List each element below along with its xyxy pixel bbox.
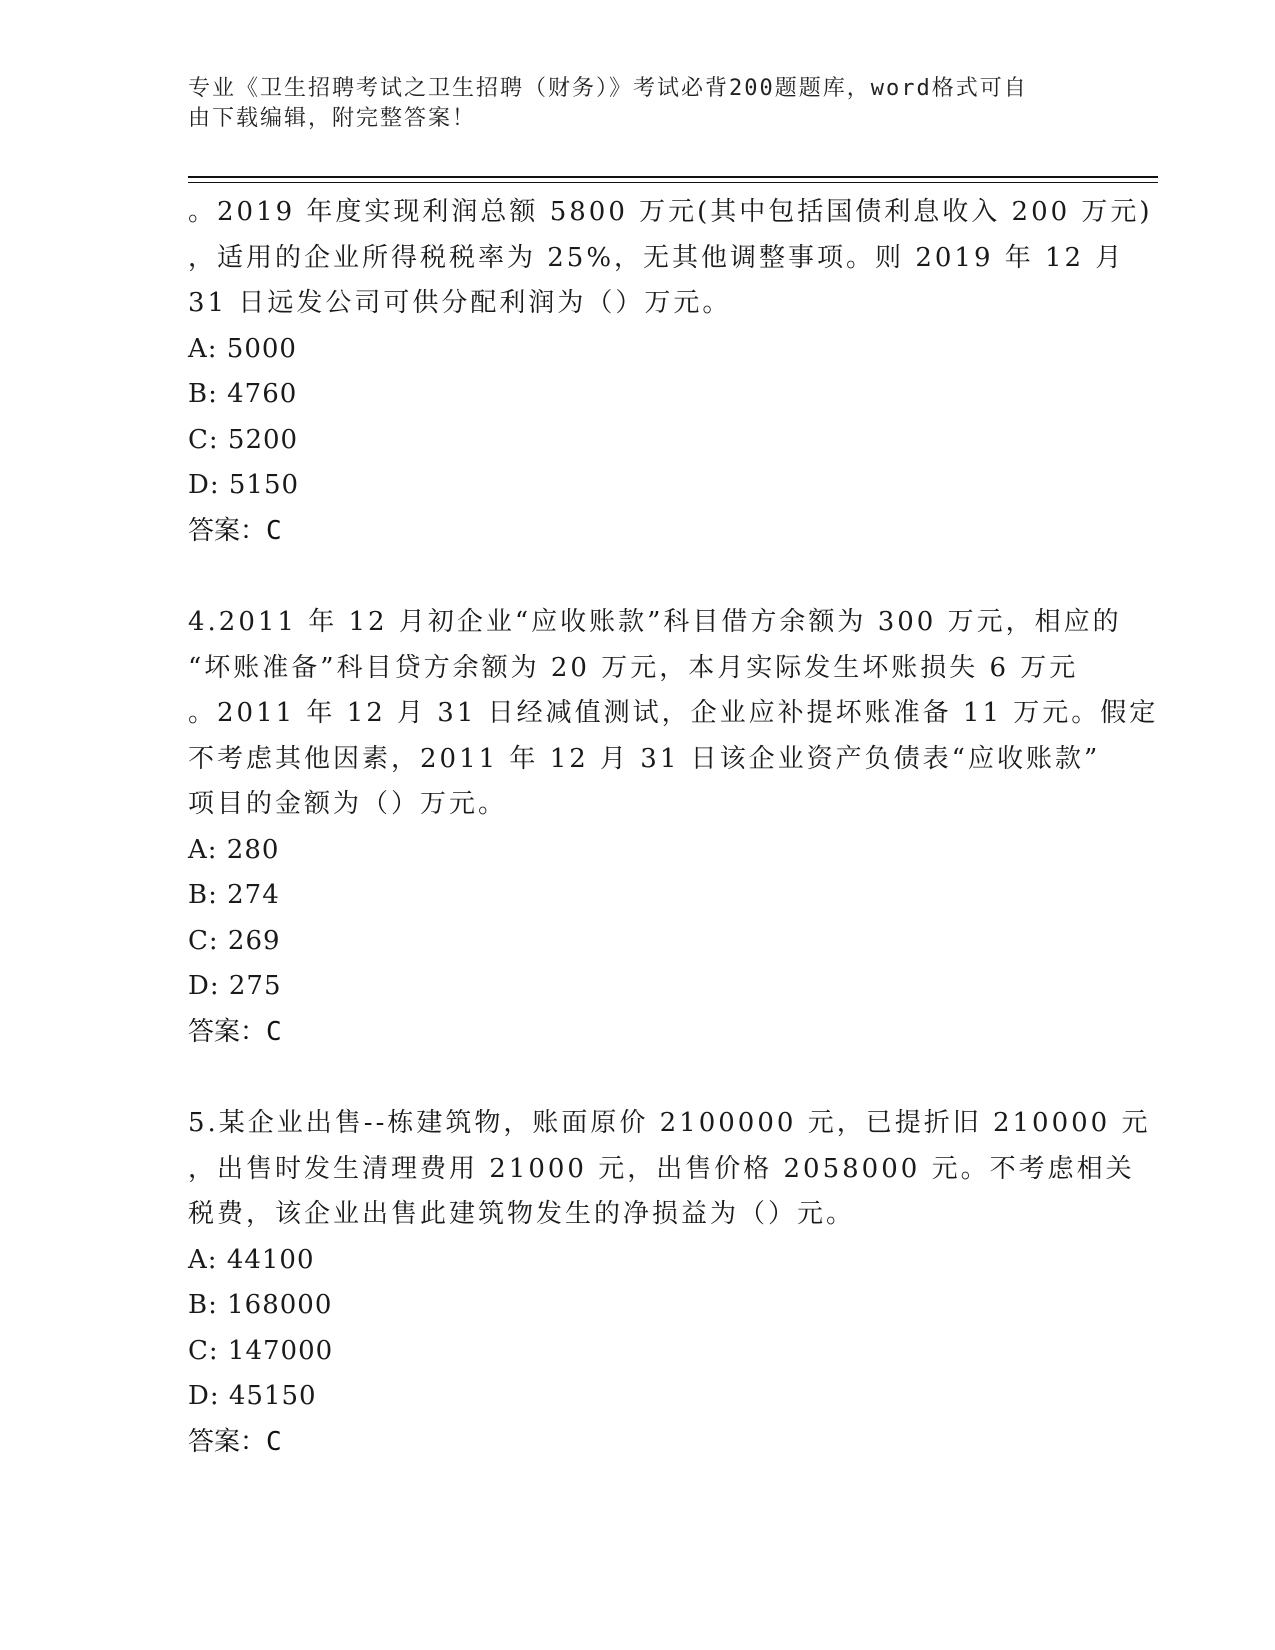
option-c: C: 147000	[188, 1335, 334, 1366]
option-c: C: 5200	[188, 424, 299, 455]
question-text-line: 4.2011 年 12 月初企业“应收账款”科目借方余额为 300 万元，相应的	[188, 607, 1122, 637]
header-line-1: 专业《卫生招聘考试之卫生招聘（财务）》考试必背200题题库，word格式可自	[188, 76, 1028, 101]
question-block-4	[188, 600, 1159, 1055]
question-spacer	[188, 1055, 1088, 1101]
question-text-line: “坏账准备”科目贷方余额为 20 万元，本月实际发生坏账损失 6 万元	[188, 652, 1079, 683]
option-d: D: 45150	[188, 1381, 317, 1411]
question-block-5	[188, 1101, 1151, 1465]
question-text-line: ，适用的企业所得税税率为 25%，无其他调整事项。则 2019 年 12 月	[188, 242, 1125, 273]
answer-line: 答案：C	[188, 1426, 282, 1457]
question-text-line: 5.某企业出售--栋建筑物，账面原价 2100000 元，已提折旧 210000 元	[188, 1108, 1151, 1138]
option-b: B: 274	[188, 880, 280, 910]
option-a: A: 280	[188, 834, 280, 865]
question-text-line: 项目的金额为（）万元。	[188, 789, 508, 819]
question-text-line: 。2011 年 12 月 31 日经减值测试，企业应补提坏账准备 11 万元。假定	[188, 698, 1159, 728]
question-text-line: 31 日远发公司可供分配利润为（）万元。	[188, 288, 732, 318]
header-line-2: 由下载编辑，附完整答案！	[188, 106, 477, 131]
question-text-line: 税费，该企业出售此建筑物发生的净损益为（）元。	[188, 1199, 856, 1229]
document-header	[188, 74, 1068, 134]
answer-line: 答案：C	[188, 1016, 282, 1047]
document-body	[188, 190, 1159, 1465]
option-d: D: 5150	[188, 470, 300, 500]
option-b: B: 168000	[188, 1290, 333, 1320]
option-a: A: 44100	[188, 1244, 315, 1275]
question-text-line: ，出售时发生清理费用 21000 元，出售价格 2058000 元。不考虑相关	[188, 1153, 1135, 1184]
question-text-line: 。2019 年度实现利润总额 5800 万元(其中包括国债利息收入 200 万元)	[188, 197, 1153, 227]
question-block-3	[188, 190, 1153, 554]
option-b: B: 4760	[188, 379, 298, 409]
question-text-line: 不考虑其他因素，2011 年 12 月 31 日该企业资产负债表“应收账款”	[188, 743, 1101, 774]
option-d: D: 275	[188, 971, 282, 1001]
answer-line: 答案：C	[188, 515, 282, 546]
header-divider-thin	[188, 182, 1158, 183]
header-divider-thick	[188, 176, 1158, 178]
option-c: C: 269	[188, 925, 281, 956]
question-spacer	[188, 554, 1088, 600]
option-a: A: 5000	[188, 333, 297, 364]
